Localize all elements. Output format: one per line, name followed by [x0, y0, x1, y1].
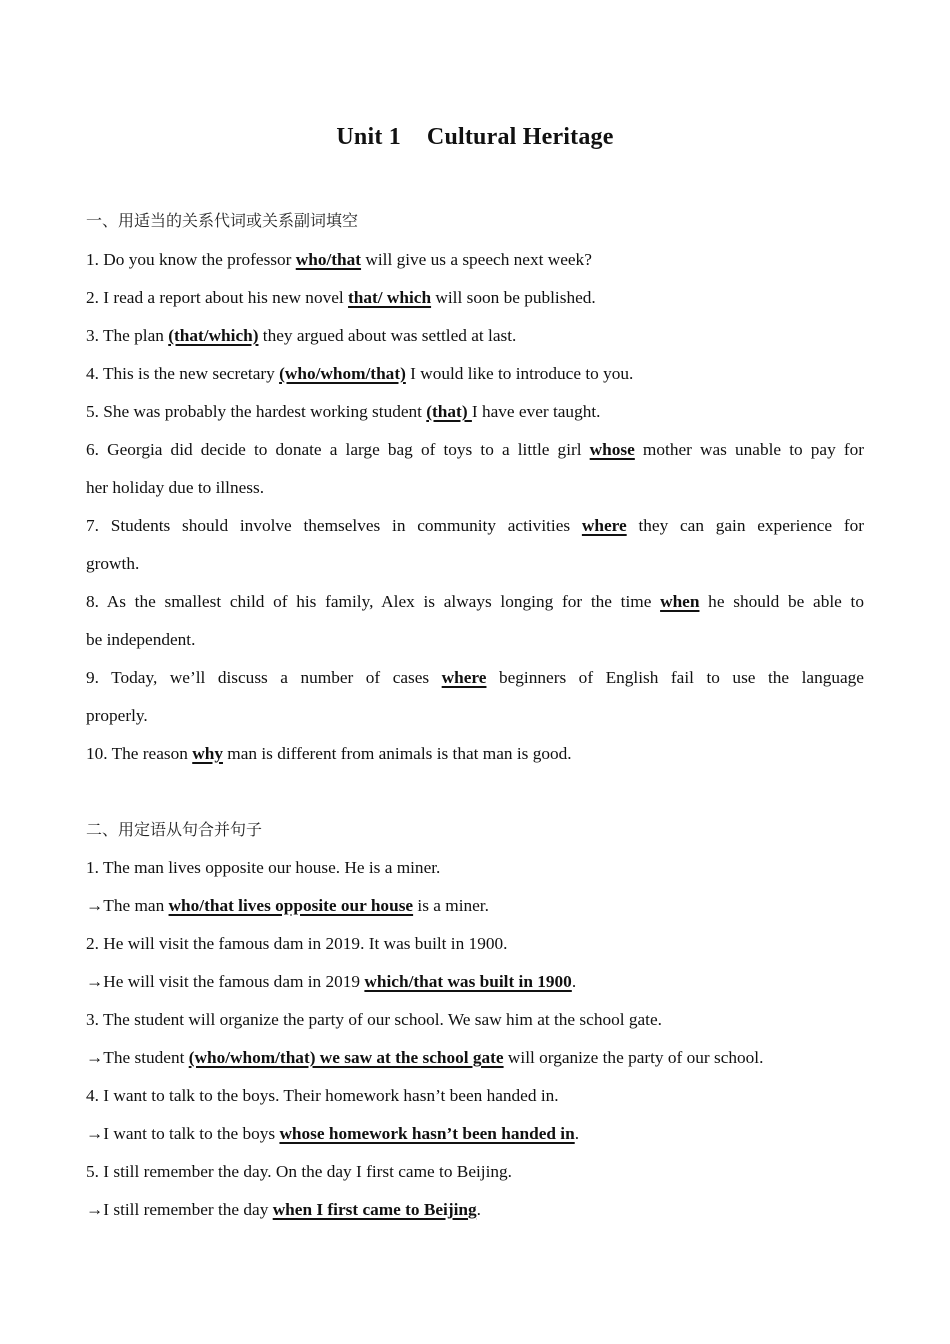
answer: whose — [589, 440, 635, 459]
exercise-item-8-cont: be independent. — [86, 630, 196, 649]
combine-answer-2: →He will visit the famous dam in 2019 which/that was built in 1900. — [86, 972, 577, 991]
combine-question-5: 5. I still remember the day. On the day I first came to Beijing. — [86, 1162, 512, 1181]
exercise-item-7: 7. Students should involve themselves in community activities where they can gain experience for — [86, 516, 864, 535]
exercise-item-1: 1. Do you know the professor who/that will give us a speech next week? — [86, 250, 592, 269]
answer: that/ which — [348, 288, 432, 307]
exercise-item-9-cont: properly. — [86, 706, 148, 725]
section2-heading: 二、用定语从句合并句子 — [86, 820, 263, 839]
unit-number: Unit 1 — [336, 124, 401, 150]
answer: (that) — [426, 402, 472, 421]
combine-question-1: 1. The man lives opposite our house. He is a miner. — [86, 858, 441, 877]
exercise-item-4: 4. This is the new secretary (who/whom/that) I would like to introduce to you. — [86, 364, 634, 383]
unit-name: Cultural Heritage — [426, 124, 614, 150]
answer: (who/whom/that) — [279, 364, 406, 383]
exercise-item-8: 8. As the smallest child of his family, Alex is always longing for the time when he should be able to — [86, 592, 864, 611]
answer: who/that — [295, 250, 362, 269]
answer: when I first came to Beijing — [272, 1200, 477, 1219]
exercise-item-10: 10. The reason why man is different from animals is that man is good. — [86, 744, 572, 763]
answer: where — [581, 516, 627, 535]
section1-heading: 一、用适当的关系代词或关系副词填空 — [86, 211, 359, 230]
exercise-item-3: 3. The plan (that/which) they argued about was settled at last. — [86, 326, 517, 345]
answer: who/that lives opposite our house — [168, 896, 414, 915]
answer: why — [192, 744, 223, 763]
combine-question-2: 2. He will visit the famous dam in 2019. It was built in 1900. — [86, 934, 508, 953]
combine-question-4: 4. I want to talk to the boys. Their homework hasn’t been handed in. — [86, 1086, 559, 1105]
answer: (that/which) — [168, 326, 259, 345]
answer: where — [441, 668, 487, 687]
combine-question-3: 3. The student will organize the party of our school. We saw him at the school gate. — [86, 1010, 662, 1029]
answer: which/that was built in 1900 — [364, 972, 572, 991]
combine-answer-4: →I want to talk to the boys whose homework hasn’t been handed in. — [86, 1124, 580, 1143]
exercise-item-6: 6. Georgia did decide to donate a large bag of toys to a little girl whose mother was unable to pay for — [86, 440, 864, 459]
exercise-item-5: 5. She was probably the hardest working student (that) I have ever taught. — [86, 402, 601, 421]
combine-answer-1: →The man who/that lives opposite our house is a miner. — [86, 896, 489, 915]
page-title — [0, 124, 950, 151]
exercise-item-9: 9. Today, we’ll discuss a number of cases where beginners of English fail to use the language — [86, 668, 864, 687]
answer: whose homework hasn’t been handed in — [279, 1124, 575, 1143]
answer: when — [660, 592, 700, 611]
combine-answer-3: →The student (who/whom/that) we saw at the school gate will organize the party of our school. — [86, 1048, 764, 1067]
exercise-item-2: 2. I read a report about his new novel that/ which will soon be published. — [86, 288, 596, 307]
exercise-item-7-cont: growth. — [86, 554, 140, 573]
answer: (who/whom/that) we saw at the school gate — [188, 1048, 504, 1067]
combine-answer-5: →I still remember the day when I first came to Beijing. — [86, 1200, 481, 1219]
exercise-item-6-cont: her holiday due to illness. — [86, 478, 265, 497]
